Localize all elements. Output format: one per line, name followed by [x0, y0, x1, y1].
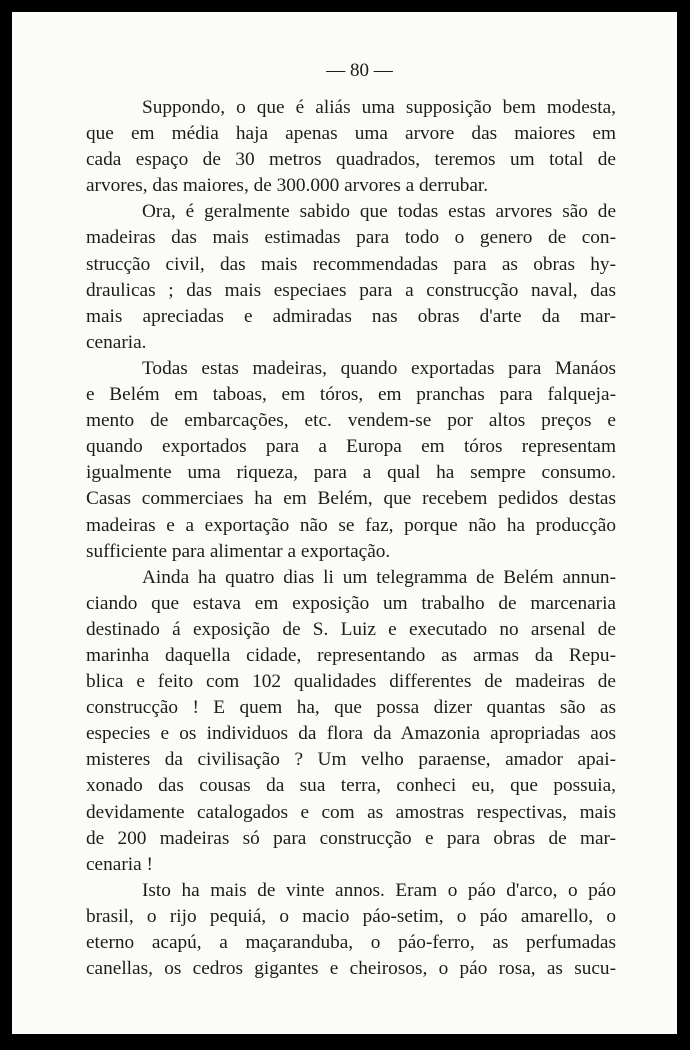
- text-line: quando exportados para a Europa em tóros representam: [86, 436, 616, 458]
- book-page: [12, 12, 677, 1034]
- text-line: blica e feito com 102 qualidades differentes de madeiras de: [86, 671, 616, 693]
- text-line: igualmente uma riqueza, para a qual ha sempre consumo.: [86, 462, 616, 484]
- text-line: arvores, das maiores, de 300.000 arvores a derrubar.: [86, 175, 489, 197]
- text-line: cenaria !: [86, 853, 153, 875]
- text-line: mais apreciadas e admiradas nas obras d'arte da mar-: [86, 305, 616, 327]
- text-line: devidamente catalogados e com as amostras respectivas, mais: [86, 801, 616, 823]
- paragraph: [86, 878, 616, 982]
- text-line: brasil, o rijo pequiá, o macio páo-setim, o páo amarello, o: [86, 905, 616, 927]
- text-line: Casas commerciaes ha em Belém, que recebem pedidos destas: [86, 488, 616, 510]
- page-number: — 80 —: [326, 60, 393, 81]
- text-line: e Belém em taboas, em tóros, em pranchas para falqueja-: [86, 384, 616, 406]
- text-line: madeiras e a exportação não se faz, porque não ha producção: [86, 514, 616, 536]
- text-line: Todas estas madeiras, quando exportadas para Manáos: [142, 357, 616, 379]
- text-line: cada espaço de 30 metros quadrados, teremos um total de: [86, 149, 616, 171]
- text-line: Suppondo, o que é aliás uma supposição bem modesta,: [142, 97, 616, 118]
- paragraph: [86, 356, 616, 565]
- text-line: mento de embarcações, etc. vendem-se por altos preços e: [86, 410, 616, 432]
- text-line: strucção civil, das mais recommendadas para as obras hy-: [86, 253, 616, 275]
- text-line: Ainda ha quatro dias li um telegramma de Belém annun-: [142, 566, 616, 588]
- body-text: [86, 95, 616, 982]
- paragraph: [86, 565, 616, 878]
- text-line: madeiras das mais estimadas para todo o genero de con-: [86, 227, 616, 249]
- text-line: Isto ha mais de vinte annos. Eram o páo d'arco, o páo: [142, 879, 616, 901]
- text-line: destinado á exposição de S. Luiz e executado no arsenal de: [86, 618, 616, 640]
- text-line: cenaria.: [86, 331, 147, 353]
- text-line: marinha daquella cidade, representando as armas da Repu-: [86, 644, 616, 666]
- paragraph: [86, 95, 616, 199]
- text-line: draulicas ; das mais especiaes para a construcção naval, das: [86, 279, 616, 301]
- text-line: misteres da civilisação ? Um velho paraense, amador apai-: [86, 749, 616, 771]
- text-line: Ora, é geralmente sabido que todas estas arvores são de: [142, 201, 616, 223]
- paragraph: [86, 199, 616, 356]
- text-line: sufficiente para alimentar a exportação.: [86, 540, 391, 562]
- text-line: eterno acapú, a maçaranduba, o páo-ferro, as perfumadas: [86, 932, 616, 953]
- text-line: ciando que estava em exposição um trabalho de marcenaria: [86, 592, 616, 614]
- text-line: canellas, os cedros gigantes e cheirosos, o páo rosa, as sucu-: [86, 958, 616, 980]
- text-line: xonado das cousas da sua terra, conheci eu, que possuia,: [86, 775, 616, 797]
- text-line: especies e os individuos da flora da Amazonia apropriadas aos: [86, 723, 616, 745]
- text-line: construcção ! E quem ha, que possa dizer quantas são as: [86, 697, 616, 719]
- text-line: que em média haja apenas uma arvore das maiores em: [86, 123, 616, 145]
- text-line: de 200 madeiras só para construcção e para obras de mar-: [86, 827, 616, 849]
